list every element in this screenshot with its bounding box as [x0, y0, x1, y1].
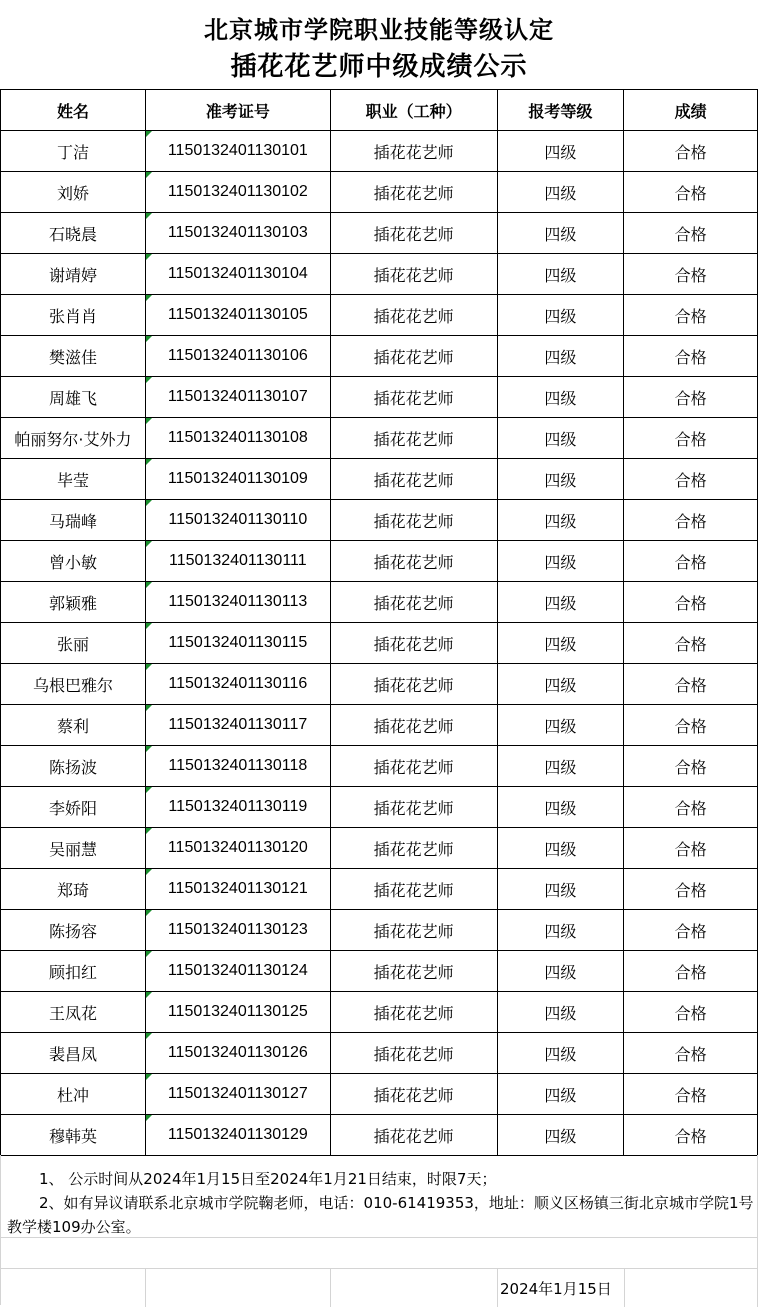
cell-name: 石晓晨 — [1, 213, 146, 254]
cell-level: 四级 — [497, 1115, 624, 1156]
note-contact: 2、如有异议请联系北京城市学院鞠老师，电话：010-61419353，地址：顺义区杨镇三街北京城市学院1号教学楼109办公室。 — [7, 1194, 754, 1236]
cell-result: 合格 — [624, 746, 758, 787]
cell-occupation: 插花花艺师 — [330, 910, 497, 951]
cell-level: 四级 — [497, 131, 624, 172]
cell-level: 四级 — [497, 213, 624, 254]
cell-name: 丁洁 — [1, 131, 146, 172]
cell-level: 四级 — [497, 500, 624, 541]
cell-result: 合格 — [624, 705, 758, 746]
cell-id: 1150132401130121 — [145, 869, 330, 910]
cell-id: 1150132401130105 — [145, 295, 330, 336]
cell-result: 合格 — [624, 951, 758, 992]
cell-id: 1150132401130101 — [145, 131, 330, 172]
table-row — [1, 213, 758, 254]
table-row — [1, 541, 758, 582]
cell-occupation: 插花花艺师 — [330, 869, 497, 910]
cell-occupation: 插花花艺师 — [330, 295, 497, 336]
cell-id: 1150132401130125 — [145, 992, 330, 1033]
cell-result: 合格 — [624, 1074, 758, 1115]
cell-result: 合格 — [624, 459, 758, 500]
divider — [624, 1268, 625, 1307]
cell-id: 1150132401130126 — [145, 1033, 330, 1074]
cell-id: 1150132401130120 — [145, 828, 330, 869]
cell-result: 合格 — [624, 623, 758, 664]
cell-occupation: 插花花艺师 — [330, 1074, 497, 1115]
page-subtitle: 插花花艺师中级成绩公示 — [230, 52, 528, 82]
table-row — [1, 910, 758, 951]
cell-level: 四级 — [497, 787, 624, 828]
table-row — [1, 131, 758, 172]
table-row — [1, 254, 758, 295]
cell-level: 四级 — [497, 295, 624, 336]
table-row — [1, 869, 758, 910]
cell-level: 四级 — [497, 1074, 624, 1115]
cell-name: 周雄飞 — [1, 377, 146, 418]
cell-id: 1150132401130113 — [145, 582, 330, 623]
cell-result: 合格 — [624, 131, 758, 172]
column-header-name: 姓名 — [1, 90, 146, 131]
cell-name: 乌根巴雅尔 — [1, 664, 146, 705]
table-row — [1, 746, 758, 787]
cell-result: 合格 — [624, 377, 758, 418]
cell-level: 四级 — [497, 664, 624, 705]
cell-name: 郑琦 — [1, 869, 146, 910]
cell-occupation: 插花花艺师 — [330, 254, 497, 295]
divider — [0, 1268, 758, 1269]
cell-occupation: 插花花艺师 — [330, 1115, 497, 1156]
cell-result: 合格 — [624, 869, 758, 910]
table-row — [1, 664, 758, 705]
cell-result: 合格 — [624, 1115, 758, 1156]
cell-id: 1150132401130127 — [145, 1074, 330, 1115]
table-row — [1, 1074, 758, 1115]
cell-occupation: 插花花艺师 — [330, 705, 497, 746]
cell-name: 帕丽努尔·艾外力 — [1, 418, 146, 459]
cell-id: 1150132401130106 — [145, 336, 330, 377]
table-row — [1, 582, 758, 623]
cell-result: 合格 — [624, 992, 758, 1033]
results-table — [0, 89, 758, 1156]
cell-occupation: 插花花艺师 — [330, 336, 497, 377]
cell-result: 合格 — [624, 1033, 758, 1074]
cell-result: 合格 — [624, 582, 758, 623]
cell-id: 1150132401130129 — [145, 1115, 330, 1156]
cell-name: 李娇阳 — [1, 787, 146, 828]
cell-occupation: 插花花艺师 — [330, 951, 497, 992]
column-header-level: 报考等级 — [497, 90, 624, 131]
divider — [497, 1268, 498, 1307]
cell-id: 1150132401130103 — [145, 213, 330, 254]
notes-area — [0, 1155, 758, 1305]
cell-name: 穆韩英 — [1, 1115, 146, 1156]
cell-level: 四级 — [497, 336, 624, 377]
cell-name: 裴昌凤 — [1, 1033, 146, 1074]
cell-level: 四级 — [497, 869, 624, 910]
column-header-exam-id: 准考证号 — [145, 90, 330, 131]
cell-name: 曾小敏 — [1, 541, 146, 582]
cell-id: 1150132401130109 — [145, 459, 330, 500]
table-row — [1, 500, 758, 541]
cell-occupation: 插花花艺师 — [330, 131, 497, 172]
cell-id: 1150132401130110 — [145, 500, 330, 541]
cell-occupation: 插花花艺师 — [330, 500, 497, 541]
cell-name: 张肖肖 — [1, 295, 146, 336]
cell-name: 蔡利 — [1, 705, 146, 746]
divider — [330, 1268, 331, 1307]
cell-level: 四级 — [497, 951, 624, 992]
cell-occupation: 插花花艺师 — [330, 664, 497, 705]
cell-level: 四级 — [497, 623, 624, 664]
cell-level: 四级 — [497, 172, 624, 213]
cell-occupation: 插花花艺师 — [330, 787, 497, 828]
cell-level: 四级 — [497, 910, 624, 951]
cell-name: 毕莹 — [1, 459, 146, 500]
cell-name: 郭颖雅 — [1, 582, 146, 623]
cell-result: 合格 — [624, 910, 758, 951]
cell-id: 1150132401130119 — [145, 787, 330, 828]
cell-level: 四级 — [497, 582, 624, 623]
page-title: 北京城市学院职业技能等级认定 — [204, 16, 554, 44]
cell-level: 四级 — [497, 377, 624, 418]
table-row — [1, 295, 758, 336]
cell-name: 陈扬波 — [1, 746, 146, 787]
table-row — [1, 992, 758, 1033]
cell-result: 合格 — [624, 828, 758, 869]
table-row — [1, 787, 758, 828]
divider — [0, 1237, 758, 1238]
cell-level: 四级 — [497, 828, 624, 869]
cell-result: 合格 — [624, 213, 758, 254]
cell-level: 四级 — [497, 459, 624, 500]
table-row — [1, 418, 758, 459]
cell-result: 合格 — [624, 172, 758, 213]
cell-result: 合格 — [624, 787, 758, 828]
cell-name: 杜冲 — [1, 1074, 146, 1115]
cell-level: 四级 — [497, 254, 624, 295]
cell-id: 1150132401130116 — [145, 664, 330, 705]
cell-level: 四级 — [497, 1033, 624, 1074]
cell-level: 四级 — [497, 541, 624, 582]
cell-occupation: 插花花艺师 — [330, 582, 497, 623]
column-header-result: 成绩 — [624, 90, 758, 131]
column-header-occupation: 职业（工种） — [330, 90, 497, 131]
cell-id: 1150132401130123 — [145, 910, 330, 951]
cell-name: 吴丽慧 — [1, 828, 146, 869]
cell-id: 1150132401130124 — [145, 951, 330, 992]
cell-result: 合格 — [624, 295, 758, 336]
cell-occupation: 插花花艺师 — [330, 541, 497, 582]
cell-id: 1150132401130111 — [145, 541, 330, 582]
cell-id: 1150132401130118 — [145, 746, 330, 787]
cell-occupation: 插花花艺师 — [330, 1033, 497, 1074]
cell-occupation: 插花花艺师 — [330, 992, 497, 1033]
cell-id: 1150132401130107 — [145, 377, 330, 418]
cell-level: 四级 — [497, 705, 624, 746]
table-row — [1, 1033, 758, 1074]
cell-occupation: 插花花艺师 — [330, 377, 497, 418]
cell-level: 四级 — [497, 418, 624, 459]
cell-occupation: 插花花艺师 — [330, 418, 497, 459]
cell-result: 合格 — [624, 418, 758, 459]
table-row — [1, 172, 758, 213]
cell-occupation: 插花花艺师 — [330, 746, 497, 787]
table-row — [1, 828, 758, 869]
cell-occupation: 插花花艺师 — [330, 172, 497, 213]
cell-name: 刘娇 — [1, 172, 146, 213]
cell-name: 王凤花 — [1, 992, 146, 1033]
cell-name: 马瑞峰 — [1, 500, 146, 541]
table-row — [1, 377, 758, 418]
cell-id: 1150132401130102 — [145, 172, 330, 213]
publish-date: 2024年1月15日 — [500, 1280, 612, 1298]
table-row — [1, 623, 758, 664]
cell-id: 1150132401130115 — [145, 623, 330, 664]
table-row — [1, 336, 758, 377]
cell-id: 1150132401130104 — [145, 254, 330, 295]
cell-occupation: 插花花艺师 — [330, 623, 497, 664]
cell-name: 张丽 — [1, 623, 146, 664]
cell-occupation: 插花花艺师 — [330, 459, 497, 500]
table-row — [1, 459, 758, 500]
cell-result: 合格 — [624, 541, 758, 582]
cell-result: 合格 — [624, 254, 758, 295]
cell-level: 四级 — [497, 992, 624, 1033]
table-row — [1, 705, 758, 746]
cell-name: 陈扬容 — [1, 910, 146, 951]
cell-name: 樊滋佳 — [1, 336, 146, 377]
divider — [145, 1268, 146, 1307]
table-row — [1, 951, 758, 992]
cell-result: 合格 — [624, 500, 758, 541]
cell-level: 四级 — [497, 746, 624, 787]
cell-occupation: 插花花艺师 — [330, 828, 497, 869]
note-publicity-period: 1、 公示时间从2024年1月15日至2024年1月21日结束，时限7天； — [39, 1170, 497, 1188]
cell-result: 合格 — [624, 336, 758, 377]
table-header-row — [1, 90, 758, 131]
table-row — [1, 1115, 758, 1156]
cell-occupation: 插花花艺师 — [330, 213, 497, 254]
cell-id: 1150132401130108 — [145, 418, 330, 459]
cell-name: 顾扣红 — [1, 951, 146, 992]
cell-id: 1150132401130117 — [145, 705, 330, 746]
cell-name: 谢靖婷 — [1, 254, 146, 295]
cell-result: 合格 — [624, 664, 758, 705]
